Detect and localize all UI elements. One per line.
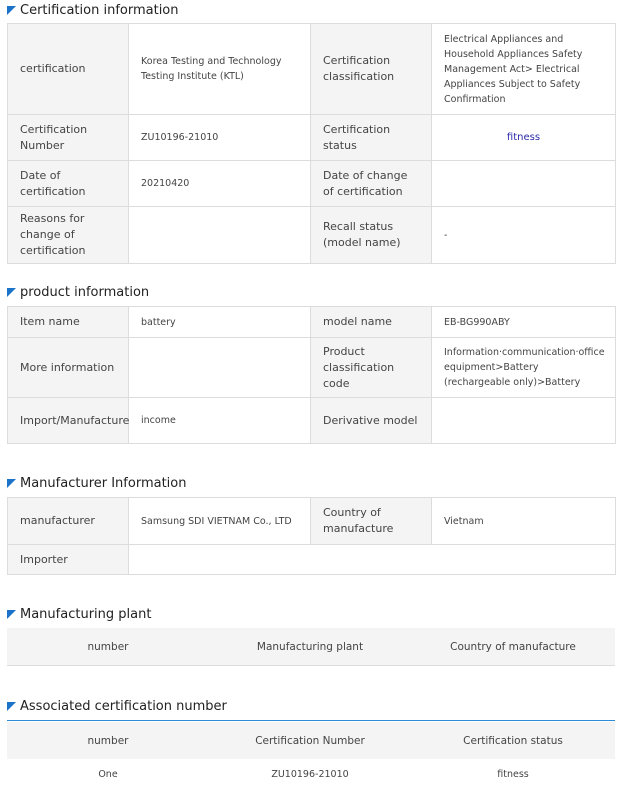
manufacturing-plant-table (7, 628, 615, 665)
model-name-value: EB-BG990ABY (432, 307, 616, 338)
column-header-number: number (7, 628, 209, 665)
section-title-text: Manufacturer Information (20, 475, 187, 491)
manufacturer-label: manufacturer (8, 498, 129, 545)
column-header-number: number (7, 722, 209, 759)
table-row (8, 398, 616, 444)
derivative-model-label: Derivative model (311, 398, 432, 444)
associated-certification-table (7, 722, 615, 789)
classification-value: Electrical Appliances and Household Appliances Safety Management Act> Electrical Appliances Subject to Safety Confirmation (432, 24, 616, 115)
table-row (8, 307, 616, 338)
classification-label: Certification classification (311, 24, 432, 115)
certification-status-label: Certification status (311, 115, 432, 161)
table-row (8, 498, 616, 545)
change-reasons-label: Reasons for change of certification (8, 207, 129, 264)
certification-date-value: 20210420 (129, 161, 311, 207)
row-certification-status: fitness (497, 768, 529, 780)
table-row (8, 207, 616, 264)
section-title-text: Associated certification number (20, 698, 227, 714)
section-title-plant (7, 604, 151, 624)
table-row (8, 161, 616, 207)
section-title-associated (7, 696, 227, 716)
importer-label: Importer (8, 545, 129, 575)
certification-status-value: fitness (432, 115, 616, 161)
recall-status-label: Recall status (model name) (311, 207, 432, 264)
certification-number-value: ZU10196-21010 (129, 115, 311, 161)
column-header-certification-status: Certification status (411, 722, 615, 759)
section-title-text: product information (20, 284, 150, 300)
change-date-value (432, 161, 616, 207)
section-title-text: Manufacturing plant (20, 606, 152, 622)
section-marker-icon (7, 6, 16, 15)
table-row[interactable] (7, 759, 615, 789)
importer-value (129, 545, 616, 575)
product-info-table (7, 306, 616, 444)
country-label: Country of manufacture (311, 498, 432, 545)
certification-label: certification (8, 24, 129, 115)
table-row (8, 545, 616, 575)
section-title-manufacturer (7, 473, 186, 493)
section-marker-icon (7, 702, 16, 711)
section-marker-icon (7, 288, 16, 297)
certification-number-label: Certification Number (8, 115, 129, 161)
column-header-certification-number: Certification Number (209, 722, 411, 759)
table-row (8, 24, 616, 115)
table-row (8, 115, 616, 161)
table-header-row (7, 722, 615, 759)
divider (7, 720, 615, 721)
certification-info-table (7, 23, 616, 264)
product-classification-value: Information·communication·office equipment>Battery (rechargeable only)>Battery (432, 338, 616, 398)
manufacturer-info-table (7, 497, 616, 575)
import-manufacture-value: income (129, 398, 311, 444)
item-name-label: Item name (8, 307, 129, 338)
row-number: One (98, 768, 118, 780)
derivative-model-value (432, 398, 616, 444)
more-info-label: More information (8, 338, 129, 398)
table-header-row (7, 628, 615, 665)
product-classification-label: Product classification code (311, 338, 432, 398)
country-value: Vietnam (432, 498, 616, 545)
column-header-country: Country of manufacture (411, 628, 615, 665)
column-header-manufacturing-plant: Manufacturing plant (209, 628, 411, 665)
certification-value: Korea Testing and Technology Testing Institute (KTL) (129, 24, 311, 115)
section-title-text: Certification information (20, 2, 179, 18)
section-title-product (7, 282, 149, 302)
certification-date-label: Date of certification (8, 161, 129, 207)
section-marker-icon (7, 610, 16, 619)
import-manufacture-label: Import/Manufacture (8, 398, 129, 444)
change-date-label: Date of change of certification (311, 161, 432, 207)
more-info-value (129, 338, 311, 398)
divider (7, 665, 615, 666)
section-title-certification (7, 0, 179, 20)
recall-status-value: - (432, 207, 616, 264)
section-marker-icon (7, 479, 16, 488)
manufacturer-value: Samsung SDI VIETNAM Co., LTD (129, 498, 311, 545)
model-name-label: model name (311, 307, 432, 338)
item-name-value: battery (129, 307, 311, 338)
table-row (8, 338, 616, 398)
row-certification-number[interactable]: ZU10196-21010 (271, 768, 349, 780)
change-reasons-value (129, 207, 311, 264)
